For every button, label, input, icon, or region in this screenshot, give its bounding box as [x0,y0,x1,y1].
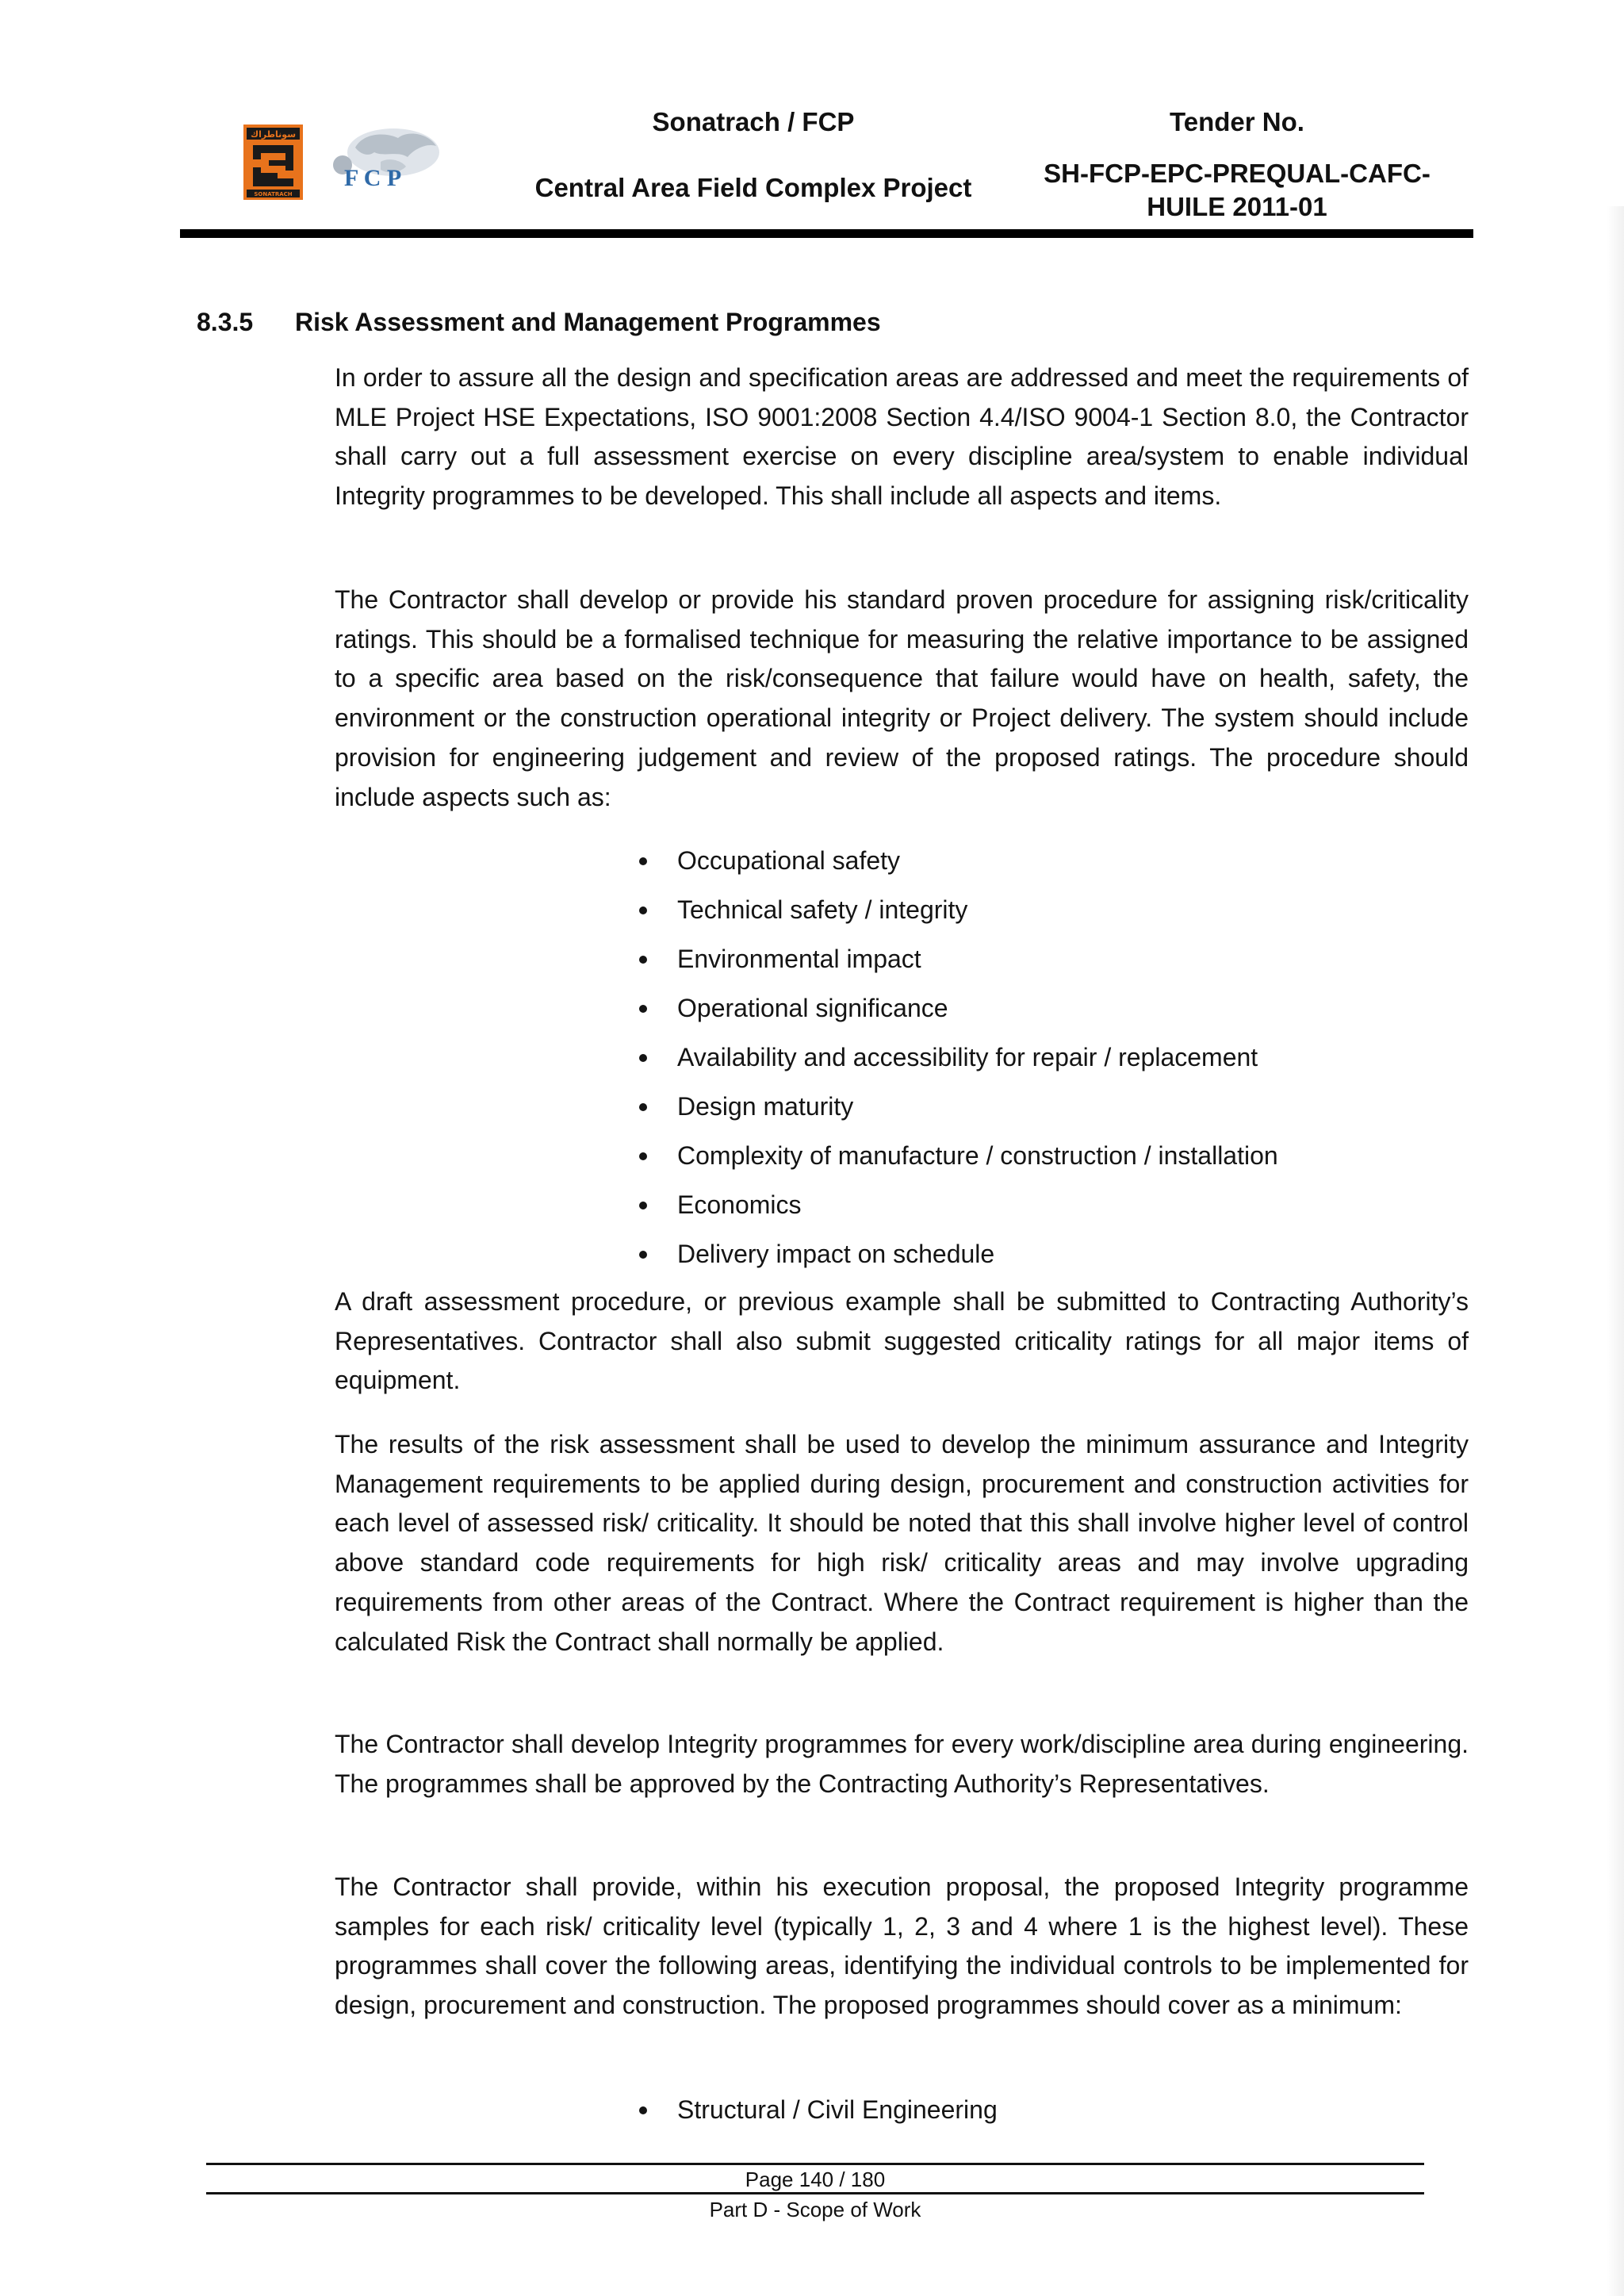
sonatrach-logo [243,125,303,200]
bullet-icon [639,956,647,964]
section-number: 8.3.5 [197,308,254,336]
bullet-icon [639,857,647,865]
header-divider [180,229,1473,238]
bullet-icon [639,2106,647,2114]
section-title: Risk Assessment and Management Programmes [295,308,881,336]
bullet-icon [639,1202,647,1209]
paragraph-programme-samples: The Contractor shall provide, within his execution proposal, the proposed Integrity programme samples for each risk/ criticality level (typically 1, 2, 3 and 4 where 1 is the highest level). These programmes shall cover the following areas, identifying the individual controls to be implemented for design, procurement and construction. The proposed programmes should cover as a minimum: [335,1872,1469,2020]
paragraph-rating-procedure: The Contractor shall develop or provide his standard proven procedure for assigning risk/criticality ratings. This should be a formalised technique for measuring the relative importance to be assigned to a specific area based on the risk/consequence that failure would have on health, safety, the environment or the construction operational integrity or Project delivery. The system should include provision for engineering judgement and review of the proposed ratings. The procedure should include aspects such as: [335,585,1469,811]
paragraph-assessment-results: The results of the risk assessment shall be used to develop the minimum assurance and Integrity Management requirements to be applied during design, procurement and construction activities for each level of assessed risk/ criticality. It should be noted that this shall involve higher level of control above standard code requirements for high risk/ criticality areas and may involve upgrading requirements from other areas of the Contract. Where the Contract requirement is higher than the calculated Risk the Contract shall normally be applied. [335,1430,1469,1656]
list-item-text: Design maturity [677,1092,854,1121]
sonatrach-logo-latin: SONATRACH [254,191,293,197]
bullet-icon [639,1005,647,1013]
list-item [634,1229,1278,1278]
header-company: Sonatrach / FCP [652,107,855,136]
list-item [634,885,1278,934]
bullet-icon [639,1251,647,1259]
list-item-text: Delivery impact on schedule [677,1240,995,1268]
header-tender-number: SH-FCP-EPC-PREQUAL-CAFC- HUILE 2011-01 [1044,159,1431,221]
fcp-logo-text: F C P [344,165,402,191]
fcp-logo [325,125,452,198]
list-item [634,2085,998,2134]
header-tender-label: Tender No. [1170,107,1304,136]
list-item-text: Operational significance [677,994,948,1022]
paragraph-assessment-scope: In order to assure all the design and specification areas are addressed and meet the requirements of MLE Project HSE Expectations, ISO 9001:2008 Section 4.4/ISO 9004-1 Section 8.0, the Contractor shall carry out a full assessment exercise on every discipline area/system to enable individual Integrity programmes to be developed. This shall include all aspects and items. [335,363,1469,511]
list-item-text: Structural / Civil Engineering [677,2095,998,2124]
list-item-text: Environmental impact [677,945,921,973]
list-item [634,1131,1278,1180]
footer-top-rule [206,2163,1424,2165]
list-item [634,1180,1278,1229]
list-item [634,836,1278,885]
list-item-text: Complexity of manufacture / construction / installation [677,1141,1278,1170]
risk-aspects-list [634,836,1278,1278]
list-item [634,983,1278,1033]
list-item-text: Occupational safety [677,846,901,875]
paragraph-draft-procedure: A draft assessment procedure, or previous example shall be submitted to Contracting Authority’s Representatives. Contractor shall also submit suggested criticality ratings for all major items of equipment. [335,1287,1469,1395]
list-item [634,1033,1278,1082]
bullet-icon [639,907,647,914]
header-project-name: Central Area Field Complex Project [534,173,972,202]
list-item-text: Availability and accessibility for repair / replacement [677,1043,1258,1071]
footer-page-number: Page 140 / 180 [745,2168,886,2191]
bullet-icon [639,1152,647,1160]
sonatrach-logo-arabic: سوناطراك [250,129,297,140]
programme-areas-list [634,2085,998,2134]
list-item [634,1082,1278,1131]
footer-middle-rule [206,2192,1424,2194]
footer-document-part: Part D - Scope of Work [709,2198,921,2221]
page-edge-shadow [1607,206,1624,2296]
paragraph-integrity-programmes: The Contractor shall develop Integrity programmes for every work/discipline area during engineering. The programmes shall be approved by the Contracting Authority’s Representatives. [335,1730,1469,1798]
list-item-text: Technical safety / integrity [677,895,968,924]
bullet-icon [639,1054,647,1062]
bullet-icon [639,1103,647,1111]
list-item [634,934,1278,983]
list-item-text: Economics [677,1190,802,1219]
